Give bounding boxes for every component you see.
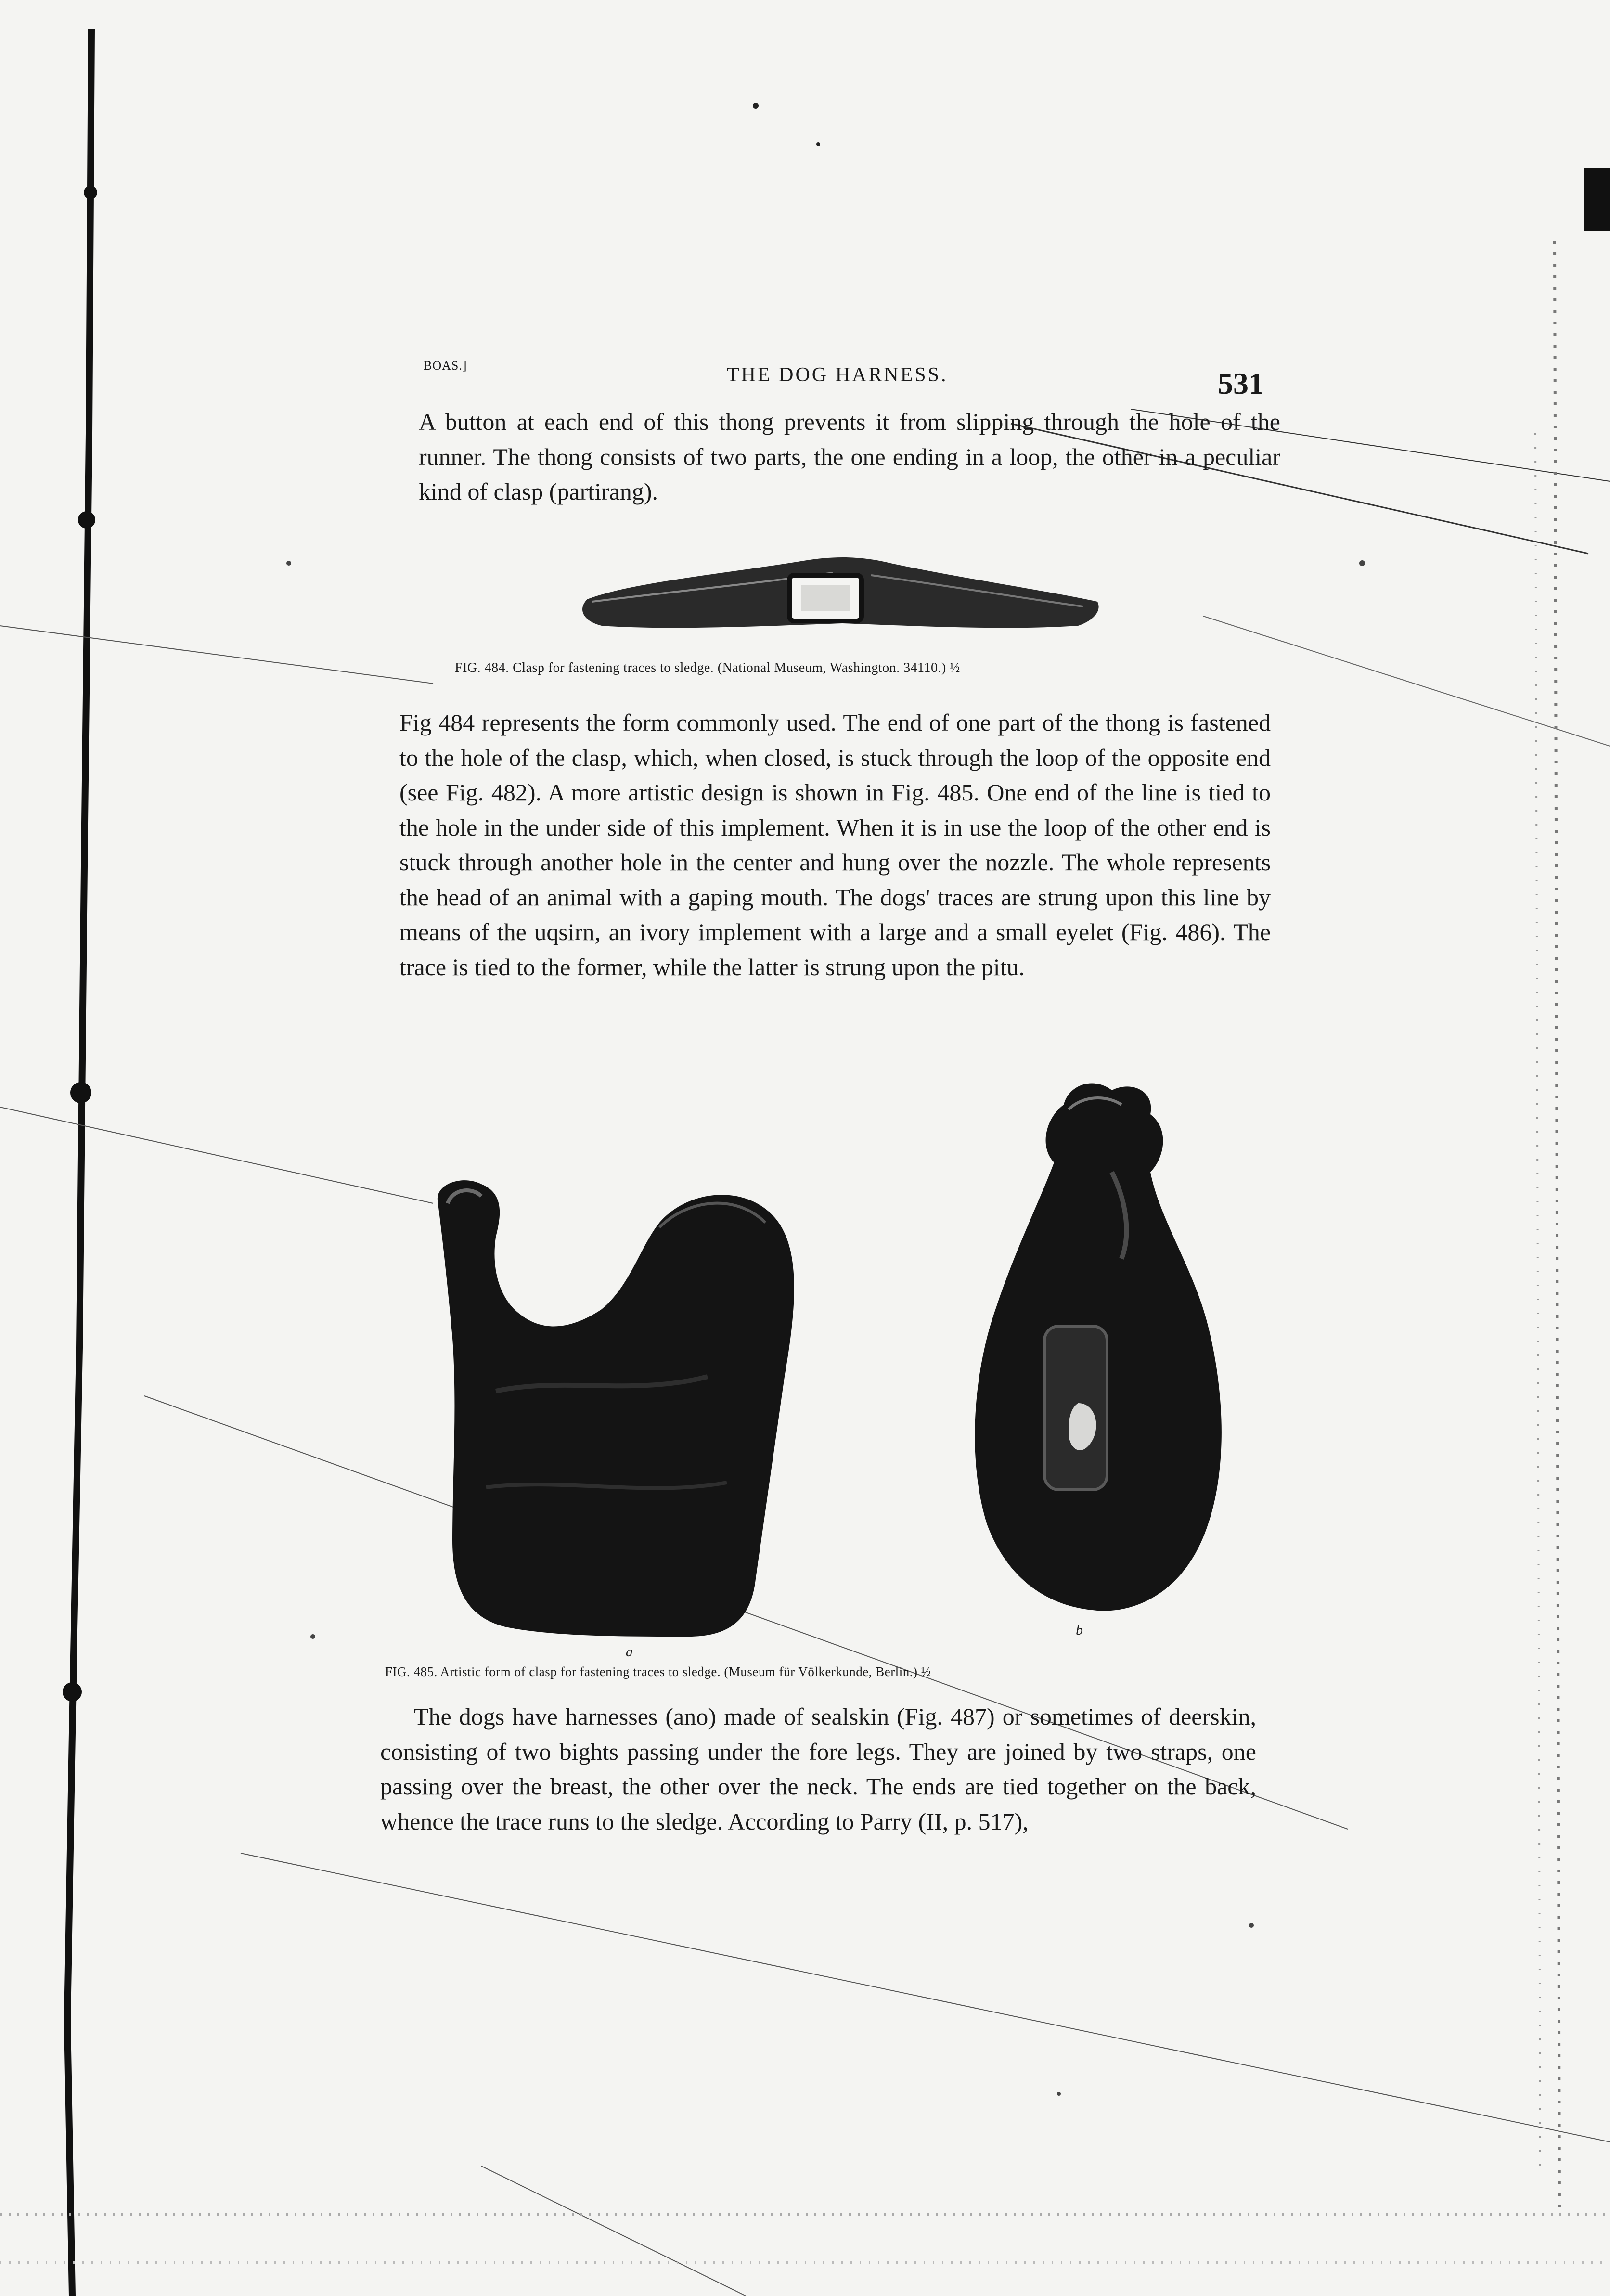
page-number: 531 xyxy=(1218,366,1264,400)
figure-484-caption: FIG. 484. Clasp for fastening traces to sledge. (National Museum, Washington. 34110.) ½ xyxy=(455,660,960,675)
figure-484-clasp xyxy=(573,554,1112,650)
figure-485-caption: FIG. 485. Artistic form of clasp for fastening traces to sledge. (Museum für Völkerkunde, Berlin.) ½ xyxy=(385,1664,931,1679)
figure-485a-animal-head xyxy=(419,1174,842,1646)
paragraph: A button at each end of this thong prevents it from slipping through the hole of the runner. The thong consists of two parts, the one ending in a loop, the other in a peculiar kind of clasp (partirang). xyxy=(419,408,1280,505)
running-head-title: THE DOG HARNESS. xyxy=(727,364,948,386)
running-head-author: BOAS.] xyxy=(424,359,467,373)
figure-485-label-b: b xyxy=(1076,1622,1083,1638)
paragraph: Fig 484 represents the form commonly used. The end of one part of the thong is fastened to the hole of the clasp, which, when closed, is stuck through the loop of the opposite end (see Fig. 482). A more artistic design is shown in Fig. 485. One end of the line is tied to the hole in the under side of this implement. When it is in use the loop of the other end is stuck through another hole in the center and hung over the nozzle. The whole represents the head of an animal with a gaping mouth. The dogs' traces are strung upon this line by means of the uqsirn, an ivory implement with a large and a small eyelet (Fig. 486). The trace is tied to the former, while the latter is strung upon the pitu. xyxy=(399,709,1271,980)
figure-485-label-a: a xyxy=(626,1644,633,1660)
paragraph: The dogs have harnesses (ano) made of sealskin (Fig. 487) or sometimes of deerskin, consisting of two bights passing under the fore legs. They are joined by two straps, one passing over the breast, the other over the neck. The ends are tied together on the back, whence the trace runs to the sledge. According to Parry (II, p. 517), xyxy=(380,1703,1256,1835)
figure-485b-animal-head-side xyxy=(967,1076,1237,1620)
